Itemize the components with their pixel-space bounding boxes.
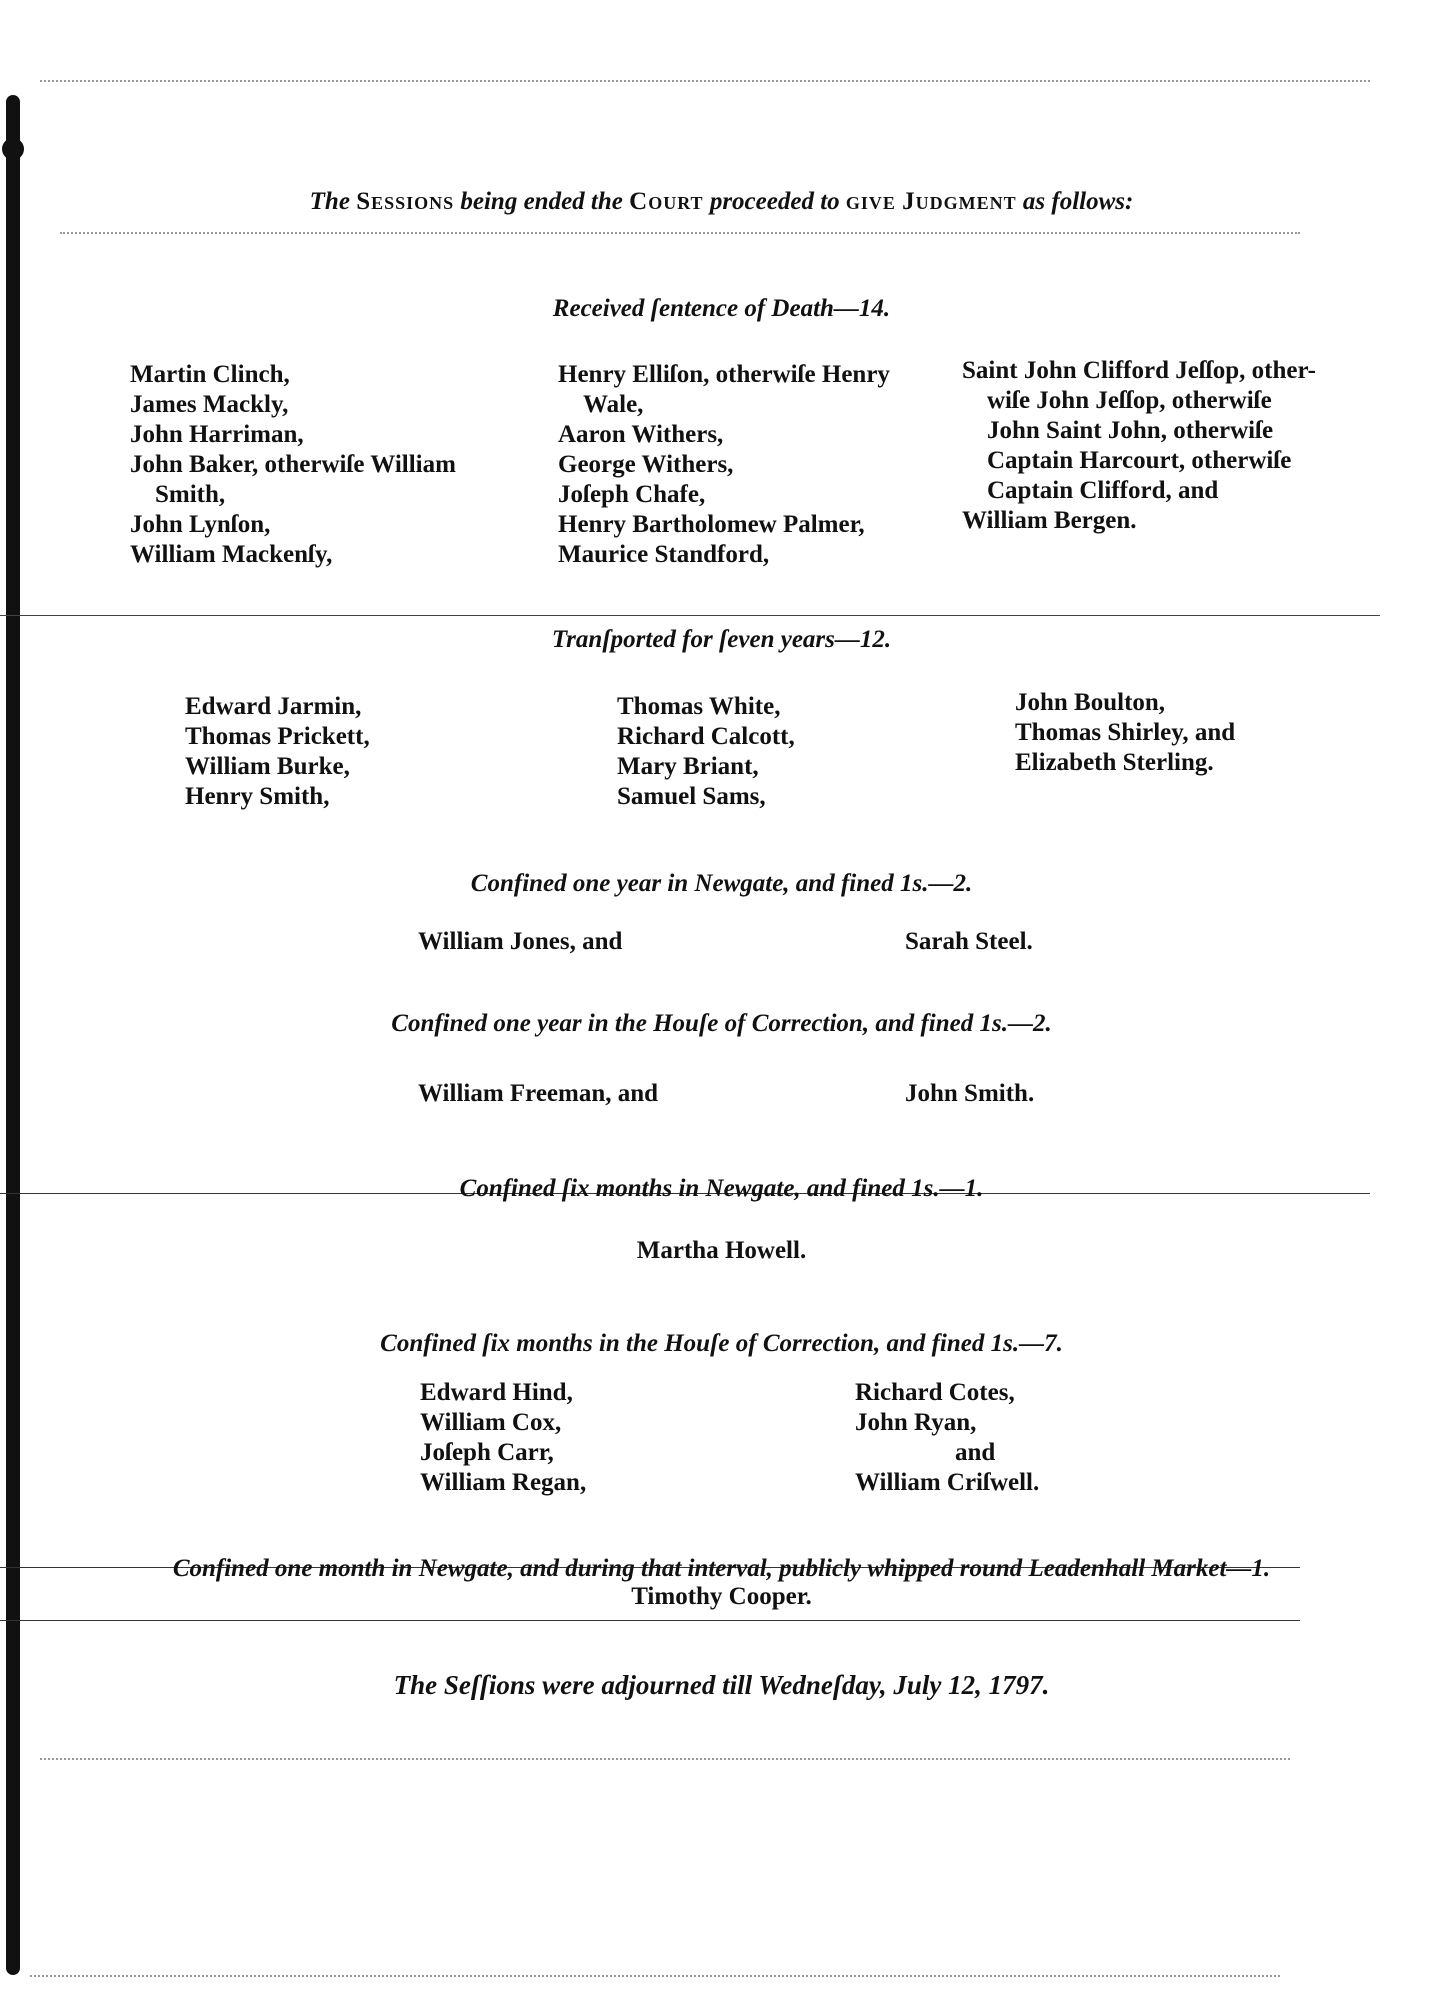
transported-column-1 [185,692,370,812]
convict-name: William Regan, [420,1469,587,1496]
death-column-1 [130,360,456,570]
convict-name: Edward Hind, [420,1379,573,1406]
convict-name: Thomas Prickett, [185,723,370,750]
convict-name: John Ryan, [855,1409,977,1436]
heading-judgment: Judgment [902,188,1017,215]
convict-name: Elizabeth Sterling. [1015,749,1214,776]
heading-court: Court [629,188,704,215]
convict-name: William Burke, [185,753,350,780]
convict-name: William Mackenſy, [130,541,333,568]
section-title-death: Received ſentence of Death—14. [552,295,891,322]
bottom-dotted-rule [40,1758,1290,1760]
section-title-correction-six: Confined ſix months in the Houſe of Correction, and fined 1s.—7. [380,1330,1063,1357]
section-title-newgate-six: Confined ſix months in Newgate, and fined 1s.—1. [459,1175,984,1202]
convict-name: John Smith. [905,1080,1035,1107]
convict-name: Samuel Sams, [617,783,766,810]
convict-name: Henry Bartholomew Palmer, [558,511,865,538]
convict-name: William Cox, [420,1409,562,1436]
heading-as-follows: as follows: [1022,188,1134,215]
section-title-newgate-month: Confined one month in Newgate, and during that interval, publicly whipped round Leadenhall Market—1. [172,1555,1271,1582]
convict-name: George Withers, [558,451,734,478]
convict-name: Maurice Standford, [558,541,770,568]
convict-name: John Baker, otherwiſe William [130,451,456,478]
heading-proceeded: proceeded to [709,188,840,215]
convict-name-cont: Captain Clifford, and [987,477,1219,504]
connector-word: and [955,1439,996,1466]
heading-being-ended: being ended the [460,188,623,215]
convict-name: William Bergen. [962,507,1137,534]
top-dotted-rule [40,80,1370,82]
convict-name: Joſeph Carr, [420,1439,554,1466]
convict-name: William Criſwell. [855,1469,1040,1496]
convict-name-cont: Wale, [583,391,644,418]
convict-name: Richard Cotes, [855,1379,1015,1406]
convict-name: Joſeph Chafe, [558,481,706,508]
correction-six-column-2 [855,1378,1039,1498]
heading-give: give [845,188,896,215]
page-bottom-dotted-rule [30,1975,1280,1977]
convict-name: Sarah Steel. [905,928,1033,955]
correction-six-column-1 [420,1378,586,1498]
death-column-2 [558,360,890,570]
heading-sessions: Sessions [356,188,455,215]
convict-name: Mary Briant, [617,753,759,780]
convict-name-cont: Smith, [155,481,226,508]
convict-name-cont: wiſe John Jeſſop, otherwiſe [987,387,1272,414]
convict-name: William Jones, and [418,928,623,955]
convict-name: Henry Smith, [185,783,330,810]
convict-name: Saint John Clifford Jeſſop, other- [962,357,1316,384]
convict-name-cont: John Saint John, otherwiſe [987,417,1274,444]
heading-rule [60,232,1300,234]
section-title-newgate-year: Confined one year in Newgate, and fined 1s.—2. [470,870,973,897]
convict-name: Richard Calcott, [617,723,795,750]
divider-rule [0,1620,1300,1621]
convict-name-cont: Captain Harcourt, otherwiſe [987,447,1292,474]
convict-name: Thomas White, [617,693,781,720]
transported-column-2 [617,692,795,812]
page-heading [0,188,1443,216]
convict-name: Henry Elliſon, otherwiſe Henry [558,361,890,388]
convict-name: James Mackly, [130,391,289,418]
binding-knob [2,138,24,160]
convict-name: Aaron Withers, [558,421,724,448]
divider-rule [0,615,1380,616]
convict-name: Martin Clinch, [130,361,290,388]
convict-name: Martha Howell. [636,1237,807,1264]
section-title-correction-year: Confined one year in the Houſe of Correction, and fined 1s.—2. [391,1010,1052,1037]
convict-name: Thomas Shirley, and [1015,719,1236,746]
adjournment-note: The Seſſions were adjourned till Wedneſday, July 12, 1797. [393,1670,1050,1700]
convict-name: John Boulton, [1015,689,1166,716]
transported-column-3 [1015,688,1235,778]
death-column-3 [962,356,1316,536]
convict-name: Timothy Cooper. [631,1583,812,1610]
convict-name: Edward Jarmin, [185,693,362,720]
heading-the: The [309,188,350,215]
convict-name: John Lynſon, [130,511,271,538]
convict-name: William Freeman, and [418,1080,659,1107]
convict-name: John Harriman, [130,421,304,448]
section-title-transported: Tranſported for ſeven years—12. [551,626,892,653]
